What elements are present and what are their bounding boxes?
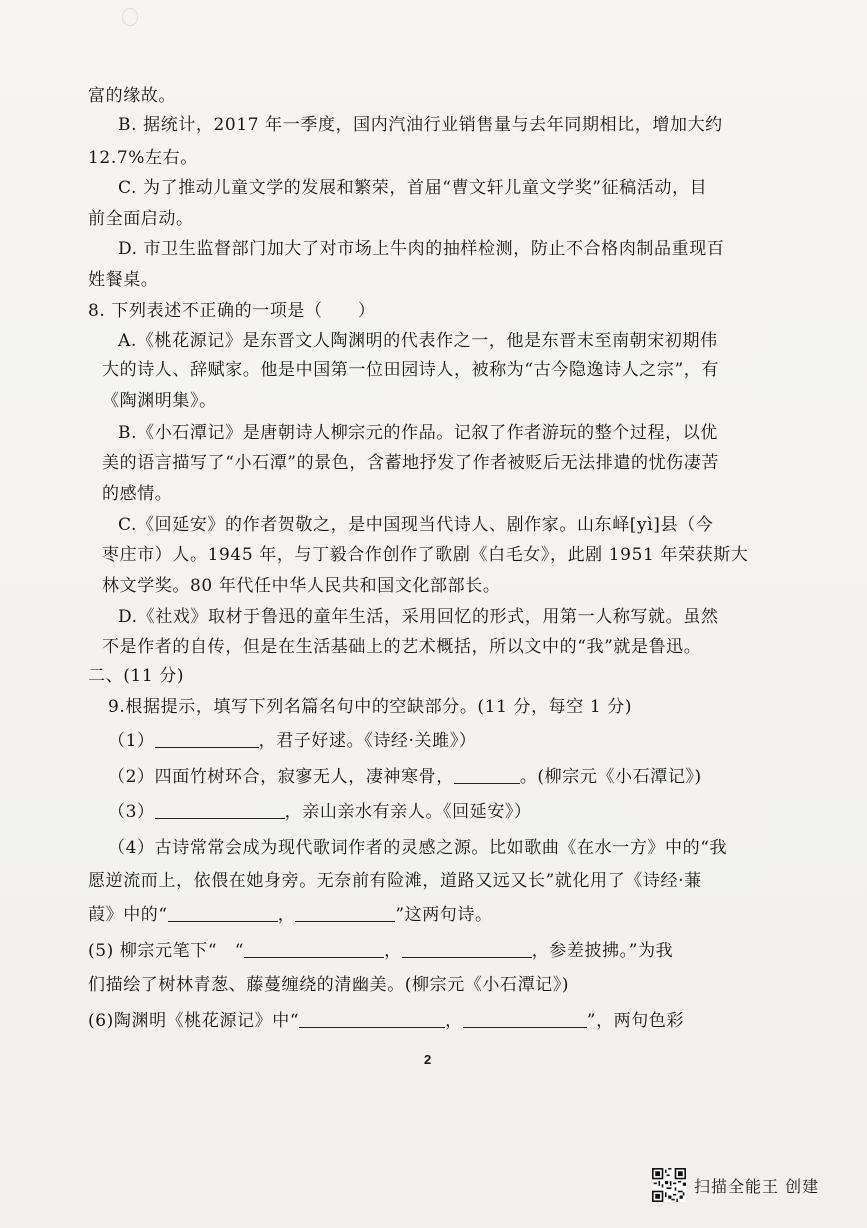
question-8: 8. 下列表述不正确的一项是（ ） (88, 301, 376, 321)
fill-item-label: （3） (108, 802, 155, 822)
fill-item-text: 。(柳宗元《小石潭记》) (519, 767, 702, 787)
text-line: 枣庄市）人。1945 年，与丁毅合作创作了歌剧《白毛女》，此剧 1951 年荣获斯大 (102, 545, 749, 565)
punch-hole-mark (122, 8, 138, 26)
fill-item-text: (5) 柳宗元笔下“ “ (88, 941, 245, 961)
q8-option-b: B.《小石潭记》是唐朝诗人柳宗元的作品。记叙了作者游玩的整个过程，以优 (118, 423, 718, 443)
fill-item-5 (88, 939, 673, 963)
text-line: 富的缘故。 (88, 86, 176, 106)
text-line: 《陶渊明集》。 (102, 391, 217, 411)
answer-blank[interactable] (463, 1009, 587, 1028)
q8-option-c: C.《回延安》的作者贺敬之，是中国现当代诗人、剧作家。山东峄[yì]县（今 (118, 515, 714, 535)
answer-blank[interactable] (168, 903, 278, 922)
fill-item-text: 葭》中的“ (88, 905, 168, 925)
watermark-text: 扫描全能王 创建 (694, 1176, 820, 1196)
text-line: 姓餐桌。 (88, 270, 159, 290)
answer-blank[interactable] (402, 939, 532, 958)
text-line: 们描绘了树林青葱、藤蔓缠绕的清幽美。(柳宗元《小石潭记》) (88, 975, 570, 995)
text-line: 前全面启动。 (88, 209, 194, 229)
qr-code-icon (652, 1168, 686, 1202)
answer-blank[interactable] (244, 939, 384, 958)
fill-item-label: （1） (108, 731, 155, 751)
text-line: 林文学奖。80 年代任中华人民共和国文化部部长。 (102, 576, 501, 596)
fill-item-3 (108, 800, 532, 824)
fill-item-text: ， (384, 941, 402, 961)
fill-item-text: ，君子好逑。《诗经·关雎》） (258, 731, 477, 751)
text-line: 12.7%左右。 (88, 148, 198, 168)
fill-item-6 (88, 1009, 684, 1033)
fill-item-text: (6)陶渊明《桃花源记》中“ (88, 1011, 300, 1031)
fill-item-text: （2）四面竹树环合，寂寥无人，凄神寒骨， (108, 767, 454, 787)
fill-item-text: ，参差披拂。”为我 (531, 941, 674, 961)
answer-blank[interactable] (295, 903, 395, 922)
text-line: 的感情。 (102, 484, 173, 504)
fill-item-4: （4）古诗常常会成为现代歌词作者的灵感之源。比如歌曲《在水一方》中的“我 (108, 838, 728, 858)
option-c: C. 为了推动儿童文学的发展和繁荣，首届“曹文轩儿童文学奖”征稿活动，目 (118, 178, 708, 198)
fill-item-2 (108, 765, 702, 789)
q8-option-d: D.《社戏》取材于鲁迅的童年生活，采用回忆的形式，用第一人称写就。虽然 (118, 607, 719, 627)
fill-item-text: ，亲山亲水有亲人。《回延安》） (284, 802, 532, 822)
fill-item-1 (108, 729, 476, 753)
answer-blank[interactable] (299, 1009, 445, 1028)
option-d: D. 市卫生监督部门加大了对市场上牛肉的抽样检测，防止不合格肉制品重现百 (118, 239, 725, 259)
answer-blank[interactable] (155, 800, 285, 819)
question-9: 9.根据提示，填写下列名篇名句中的空缺部分。(11 分，每空 1 分) (108, 697, 633, 717)
fill-item-text: ”，两句色彩 (586, 1011, 685, 1031)
fill-item-4-blanks (88, 903, 493, 927)
text-line: 愿逆流而上，依偎在她身旁。无奈前有险滩，道路又远又长”就化用了《诗经·蒹 (88, 871, 702, 891)
answer-blank[interactable] (454, 765, 520, 784)
text-line: 大的诗人、辞赋家。他是中国第一位田园诗人，被称为“古今隐逸诗人之宗”，有 (102, 360, 719, 380)
answer-blank[interactable] (155, 729, 259, 748)
page-number: 2 (424, 1052, 432, 1067)
section-heading: 二、(11 分) (88, 666, 185, 686)
text-line: 不是作者的自传，但是在生活基础上的艺术概括，所以文中的“我”就是鲁迅。 (102, 637, 702, 657)
fill-item-text: ”这两句诗。 (395, 905, 493, 925)
fill-item-text: ， (445, 1011, 463, 1031)
scanner-watermark (652, 1168, 819, 1202)
option-b: B. 据统计，2017 年一季度，国内汽油行业销售量与去年同期相比，增加大约 (118, 115, 723, 135)
q8-option-a: A.《桃花源记》是东晋文人陶渊明的代表作之一，他是东晋末至南朝宋初期伟 (118, 331, 718, 351)
text-line: 美的语言描写了“小石潭”的景色，含蓄地抒发了作者被贬后无法排遣的忧伤凄苦 (102, 453, 719, 473)
fill-item-text: ， (277, 905, 296, 925)
